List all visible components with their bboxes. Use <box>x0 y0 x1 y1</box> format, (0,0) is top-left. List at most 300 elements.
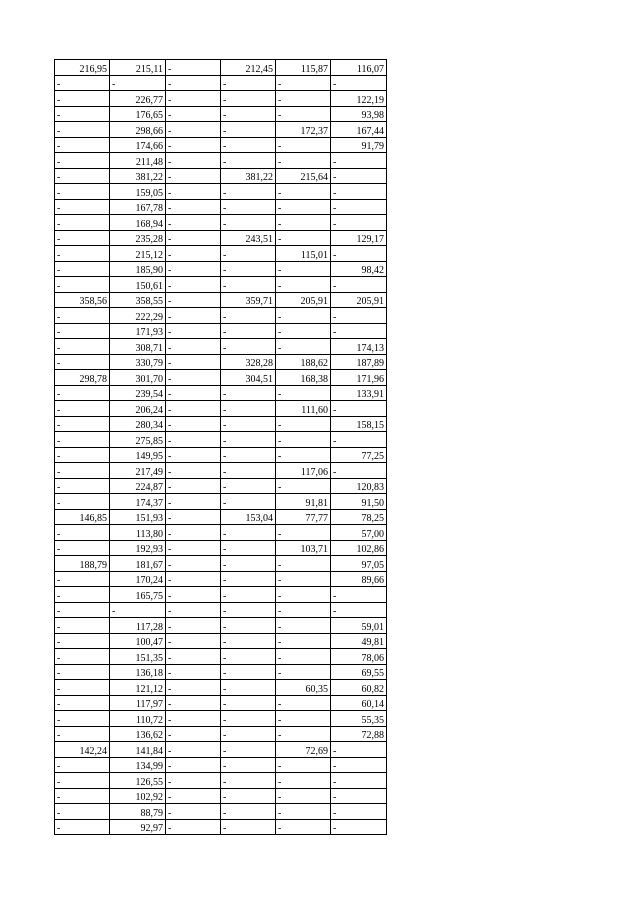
table-cell: - <box>55 91 110 107</box>
table-row <box>55 494 387 510</box>
table-cell: 165,75 <box>110 587 166 603</box>
table-cell: - <box>221 726 276 742</box>
table-cell: - <box>166 416 221 432</box>
table-cell: - <box>276 804 331 820</box>
table-cell: - <box>166 246 221 262</box>
table-cell: - <box>55 308 110 324</box>
table-row <box>55 726 387 742</box>
table-cell: 170,24 <box>110 571 166 587</box>
table-cell: 159,05 <box>110 184 166 200</box>
table-cell: 205,91 <box>276 292 331 308</box>
table-cell: - <box>221 215 276 231</box>
table-cell: - <box>166 618 221 634</box>
table-cell: - <box>276 75 331 91</box>
table-cell: 72,69 <box>276 742 331 758</box>
table-cell: 330,79 <box>110 354 166 370</box>
table-row <box>55 463 387 479</box>
table-cell: - <box>276 184 331 200</box>
table-cell: 60,35 <box>276 680 331 696</box>
table-cell: - <box>276 633 331 649</box>
table-cell: 328,28 <box>221 354 276 370</box>
table-cell: 120,83 <box>331 478 387 494</box>
table-row <box>55 447 387 463</box>
table-cell: 381,22 <box>110 168 166 184</box>
table-cell: - <box>110 75 166 91</box>
table-cell: 275,85 <box>110 432 166 448</box>
table-cell: - <box>276 757 331 773</box>
table-cell: - <box>55 122 110 138</box>
table-cell: - <box>276 261 331 277</box>
table-cell: 151,35 <box>110 649 166 665</box>
table-cell: - <box>221 633 276 649</box>
table-cell: - <box>55 602 110 618</box>
data-table-body <box>55 60 387 835</box>
table-cell: - <box>331 199 387 215</box>
table-cell: - <box>221 804 276 820</box>
table-cell: - <box>166 432 221 448</box>
table-cell: 117,97 <box>110 695 166 711</box>
table-row <box>55 432 387 448</box>
table-cell: 172,37 <box>276 122 331 138</box>
table-cell: - <box>331 215 387 231</box>
table-cell: - <box>276 215 331 231</box>
table-cell: 301,70 <box>110 370 166 386</box>
table-cell: - <box>276 106 331 122</box>
table-cell: - <box>55 618 110 634</box>
table-row <box>55 587 387 603</box>
table-cell: - <box>276 773 331 789</box>
table-cell: - <box>55 819 110 835</box>
table-cell: - <box>221 106 276 122</box>
table-cell: - <box>166 540 221 556</box>
table-cell: 168,38 <box>276 370 331 386</box>
table-cell: - <box>166 742 221 758</box>
table-cell: 153,04 <box>221 509 276 525</box>
table-cell: - <box>55 75 110 91</box>
table-cell: 192,93 <box>110 540 166 556</box>
table-cell: - <box>166 680 221 696</box>
table-row <box>55 680 387 696</box>
table-cell: - <box>55 804 110 820</box>
table-row <box>55 354 387 370</box>
table-row <box>55 556 387 572</box>
table-cell: - <box>221 122 276 138</box>
table-cell: - <box>166 308 221 324</box>
table-cell: - <box>55 587 110 603</box>
table-cell: - <box>55 199 110 215</box>
table-cell: 235,28 <box>110 230 166 246</box>
table-cell: 185,90 <box>110 261 166 277</box>
table-cell: - <box>331 432 387 448</box>
table-cell: - <box>55 726 110 742</box>
table-cell: 149,95 <box>110 447 166 463</box>
table-cell: - <box>331 788 387 804</box>
table-cell: - <box>221 401 276 417</box>
table-cell: 117,06 <box>276 463 331 479</box>
table-cell: - <box>276 230 331 246</box>
table-cell: - <box>221 680 276 696</box>
table-cell: - <box>166 664 221 680</box>
table-cell: 100,47 <box>110 633 166 649</box>
table-cell: 222,29 <box>110 308 166 324</box>
table-cell: - <box>221 416 276 432</box>
table-cell: - <box>331 246 387 262</box>
table-cell: - <box>221 525 276 541</box>
table-cell: - <box>55 432 110 448</box>
table-cell: - <box>221 664 276 680</box>
table-cell: 205,91 <box>331 292 387 308</box>
table-cell: 59,01 <box>331 618 387 634</box>
table-cell: - <box>221 277 276 293</box>
data-table <box>54 59 387 835</box>
table-cell: - <box>276 153 331 169</box>
table-cell: 206,24 <box>110 401 166 417</box>
table-cell: - <box>166 137 221 153</box>
table-cell: - <box>221 757 276 773</box>
table-cell: - <box>276 618 331 634</box>
table-cell: - <box>166 819 221 835</box>
table-cell: - <box>276 602 331 618</box>
table-cell: 77,25 <box>331 447 387 463</box>
table-cell: 174,66 <box>110 137 166 153</box>
table-cell: - <box>276 695 331 711</box>
table-cell: - <box>221 246 276 262</box>
table-row <box>55 695 387 711</box>
table-cell: 150,61 <box>110 277 166 293</box>
table-row <box>55 60 387 76</box>
table-cell: 224,87 <box>110 478 166 494</box>
table-cell: - <box>221 385 276 401</box>
table-cell: - <box>331 742 387 758</box>
table-cell: - <box>221 494 276 510</box>
table-cell: 91,81 <box>276 494 331 510</box>
table-cell: 57,00 <box>331 525 387 541</box>
table-cell: - <box>276 587 331 603</box>
table-cell: 55,35 <box>331 711 387 727</box>
table-cell: - <box>276 385 331 401</box>
table-cell: - <box>110 602 166 618</box>
table-cell: - <box>166 230 221 246</box>
table-row <box>55 649 387 665</box>
table-cell: 115,87 <box>276 60 331 76</box>
table-cell: - <box>55 261 110 277</box>
table-cell: 141,84 <box>110 742 166 758</box>
table-row <box>55 184 387 200</box>
table-cell: - <box>276 91 331 107</box>
table-row <box>55 122 387 138</box>
table-cell: 217,49 <box>110 463 166 479</box>
table-cell: - <box>166 509 221 525</box>
table-cell: - <box>55 664 110 680</box>
table-row <box>55 788 387 804</box>
table-cell: - <box>276 711 331 727</box>
table-row <box>55 509 387 525</box>
table-cell: - <box>331 804 387 820</box>
table-cell: - <box>221 695 276 711</box>
table-cell: - <box>221 432 276 448</box>
table-cell: - <box>55 494 110 510</box>
table-cell: - <box>55 695 110 711</box>
table-cell: - <box>55 773 110 789</box>
table-cell: 158,15 <box>331 416 387 432</box>
table-cell: - <box>166 571 221 587</box>
table-cell: - <box>55 571 110 587</box>
table-cell: 88,79 <box>110 804 166 820</box>
table-cell: - <box>276 726 331 742</box>
table-cell: - <box>166 478 221 494</box>
table-cell: - <box>55 633 110 649</box>
table-cell: - <box>221 819 276 835</box>
table-cell: - <box>276 556 331 572</box>
table-cell: - <box>221 711 276 727</box>
table-cell: - <box>276 571 331 587</box>
table-row <box>55 819 387 835</box>
table-row <box>55 571 387 587</box>
table-cell: - <box>166 711 221 727</box>
table-cell: - <box>221 308 276 324</box>
table-row <box>55 742 387 758</box>
table-cell: - <box>166 277 221 293</box>
table-cell: - <box>221 788 276 804</box>
table-cell: - <box>166 757 221 773</box>
table-cell: - <box>166 525 221 541</box>
table-cell: 98,42 <box>331 261 387 277</box>
table-cell: 133,91 <box>331 385 387 401</box>
table-cell: 103,71 <box>276 540 331 556</box>
table-cell: 146,85 <box>55 509 110 525</box>
table-cell: - <box>331 773 387 789</box>
table-row <box>55 602 387 618</box>
table-cell: 226,77 <box>110 91 166 107</box>
table-cell: - <box>276 137 331 153</box>
table-cell: 78,25 <box>331 509 387 525</box>
table-cell: - <box>221 602 276 618</box>
table-cell: 151,93 <box>110 509 166 525</box>
table-cell: - <box>221 478 276 494</box>
table-cell: 77,77 <box>276 509 331 525</box>
table-cell: 92,97 <box>110 819 166 835</box>
table-cell: - <box>166 633 221 649</box>
table-cell: - <box>276 664 331 680</box>
table-cell: - <box>276 339 331 355</box>
table-cell: - <box>55 680 110 696</box>
table-cell: 69,55 <box>331 664 387 680</box>
table-cell: - <box>166 385 221 401</box>
table-cell: - <box>331 168 387 184</box>
table-row <box>55 292 387 308</box>
table-row <box>55 385 387 401</box>
table-cell: - <box>55 277 110 293</box>
table-cell: - <box>166 649 221 665</box>
table-cell: - <box>221 587 276 603</box>
table-cell: - <box>221 773 276 789</box>
table-cell: - <box>166 323 221 339</box>
table-cell: 72,88 <box>331 726 387 742</box>
table-cell: - <box>55 215 110 231</box>
table-cell: 134,99 <box>110 757 166 773</box>
table-cell: 129,17 <box>331 230 387 246</box>
table-cell: 215,64 <box>276 168 331 184</box>
table-cell: - <box>276 649 331 665</box>
table-cell: 113,80 <box>110 525 166 541</box>
table-cell: 167,78 <box>110 199 166 215</box>
table-cell: 188,79 <box>55 556 110 572</box>
table-cell: 243,51 <box>221 230 276 246</box>
table-cell: - <box>55 788 110 804</box>
table-cell: - <box>166 122 221 138</box>
table-row <box>55 525 387 541</box>
table-cell: - <box>331 587 387 603</box>
table-cell: - <box>166 695 221 711</box>
table-cell: - <box>221 261 276 277</box>
table-cell: - <box>221 75 276 91</box>
table-cell: - <box>166 401 221 417</box>
table-cell: - <box>221 618 276 634</box>
table-cell: - <box>276 432 331 448</box>
table-cell: - <box>276 788 331 804</box>
table-cell: - <box>276 447 331 463</box>
table-cell: - <box>331 308 387 324</box>
table-cell: - <box>221 540 276 556</box>
table-cell: 60,14 <box>331 695 387 711</box>
table-cell: 116,07 <box>331 60 387 76</box>
table-cell: 358,55 <box>110 292 166 308</box>
table-cell: - <box>55 106 110 122</box>
table-row <box>55 91 387 107</box>
table-cell: 171,93 <box>110 323 166 339</box>
table-cell: 121,12 <box>110 680 166 696</box>
table-cell: - <box>55 168 110 184</box>
table-cell: - <box>166 788 221 804</box>
table-cell: - <box>221 323 276 339</box>
table-cell: 102,86 <box>331 540 387 556</box>
table-cell: - <box>221 556 276 572</box>
table-cell: 239,54 <box>110 385 166 401</box>
table-cell: - <box>55 385 110 401</box>
table-row <box>55 215 387 231</box>
table-cell: - <box>166 463 221 479</box>
table-cell: 167,44 <box>331 122 387 138</box>
table-row <box>55 153 387 169</box>
table-cell: 176,65 <box>110 106 166 122</box>
table-row <box>55 401 387 417</box>
table-cell: - <box>166 106 221 122</box>
table-cell: 49,81 <box>331 633 387 649</box>
table-cell: 181,67 <box>110 556 166 572</box>
table-cell: 358,56 <box>55 292 110 308</box>
table-cell: 122,19 <box>331 91 387 107</box>
table-cell: - <box>166 587 221 603</box>
table-row <box>55 246 387 262</box>
table-cell: 136,18 <box>110 664 166 680</box>
table-cell: - <box>166 804 221 820</box>
table-cell: 171,96 <box>331 370 387 386</box>
table-cell: - <box>55 757 110 773</box>
table-cell: - <box>331 75 387 91</box>
table-cell: 142,24 <box>55 742 110 758</box>
table-cell: - <box>276 416 331 432</box>
table-cell: - <box>55 246 110 262</box>
table-cell: - <box>331 819 387 835</box>
table-cell: - <box>331 323 387 339</box>
table-cell: 115,01 <box>276 246 331 262</box>
table-cell: 187,89 <box>331 354 387 370</box>
table-cell: - <box>55 711 110 727</box>
table-row <box>55 106 387 122</box>
table-cell: 174,37 <box>110 494 166 510</box>
table-cell: - <box>166 60 221 76</box>
table-cell: - <box>166 447 221 463</box>
table-cell: - <box>221 571 276 587</box>
table-cell: - <box>276 308 331 324</box>
table-row <box>55 75 387 91</box>
table-cell: 304,51 <box>221 370 276 386</box>
table-row <box>55 618 387 634</box>
table-cell: - <box>276 277 331 293</box>
table-cell: - <box>276 525 331 541</box>
table-cell: 102,92 <box>110 788 166 804</box>
table-cell: - <box>221 137 276 153</box>
table-row <box>55 339 387 355</box>
table-cell: 308,71 <box>110 339 166 355</box>
table-cell: 97,05 <box>331 556 387 572</box>
table-cell: - <box>55 478 110 494</box>
table-cell: 136,62 <box>110 726 166 742</box>
table-cell: - <box>221 91 276 107</box>
table-cell: 216,95 <box>55 60 110 76</box>
table-cell: - <box>166 773 221 789</box>
table-row <box>55 711 387 727</box>
table-cell: 78,06 <box>331 649 387 665</box>
table-cell: 91,50 <box>331 494 387 510</box>
table-cell: - <box>166 292 221 308</box>
table-cell: 188,62 <box>276 354 331 370</box>
table-cell: - <box>221 463 276 479</box>
table-cell: 280,34 <box>110 416 166 432</box>
table-cell: - <box>55 649 110 665</box>
table-cell: - <box>55 540 110 556</box>
table-cell: - <box>166 339 221 355</box>
table-cell: - <box>55 463 110 479</box>
table-row <box>55 261 387 277</box>
table-cell: - <box>331 277 387 293</box>
table-cell: 168,94 <box>110 215 166 231</box>
table-cell: - <box>331 184 387 200</box>
table-cell: - <box>221 153 276 169</box>
table-cell: - <box>166 153 221 169</box>
table-row <box>55 370 387 386</box>
table-cell: - <box>276 819 331 835</box>
table-cell: - <box>276 478 331 494</box>
table-cell: - <box>166 215 221 231</box>
table-cell: - <box>166 494 221 510</box>
table-cell: - <box>166 370 221 386</box>
table-cell: - <box>55 447 110 463</box>
table-cell: - <box>166 168 221 184</box>
table-cell: 60,82 <box>331 680 387 696</box>
table-cell: 117,28 <box>110 618 166 634</box>
table-cell: 89,66 <box>331 571 387 587</box>
table-cell: - <box>166 602 221 618</box>
table-row <box>55 137 387 153</box>
table-row <box>55 277 387 293</box>
table-cell: - <box>55 137 110 153</box>
table-cell: - <box>166 354 221 370</box>
table-row <box>55 416 387 432</box>
table-row <box>55 323 387 339</box>
table-cell: - <box>221 339 276 355</box>
table-cell: - <box>221 742 276 758</box>
